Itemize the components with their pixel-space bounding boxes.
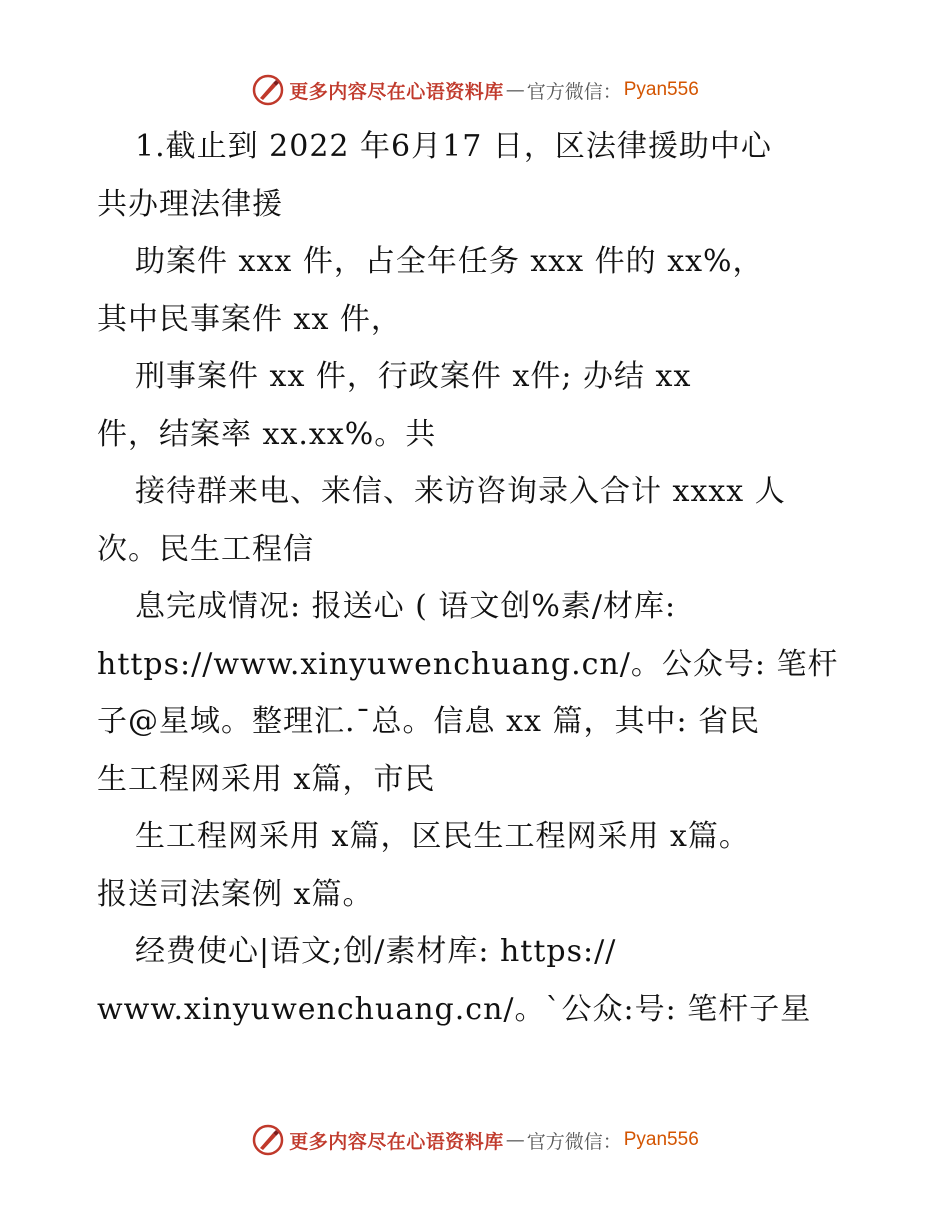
text-line: 刑事案件 xx 件，行政案件 x件; 办结 xx <box>135 359 692 394</box>
text-line: www.xinyuwenchuang.cn/。`公众:号: 笔杆子星 <box>97 991 812 1027</box>
text-line: 接待群来电、来信、来访咨询录入合计 xxxx 人 <box>135 474 786 509</box>
text-line: 生工程网采用 x篇，区民生工程网采用 x篇。 <box>135 819 750 854</box>
text-line: 件，结案率 xx.xx%。共 <box>97 416 437 452</box>
document-body <box>97 118 857 1038</box>
text-line: 息完成情况: 报送心 ( 语文创%素/材库: <box>135 589 677 624</box>
pen-logo-icon <box>251 73 285 107</box>
text-line: 经费使心|语文;创/素材库: https:// <box>135 934 617 969</box>
text-line: 次。民生工程信 <box>97 531 314 567</box>
banner-label: 官方微信： <box>526 80 622 103</box>
footer-banner <box>0 1120 950 1160</box>
banner-title: 更多内容尽在心语资料库 <box>289 80 504 103</box>
text-line: 1.截止到 2022 年6月17 日，区法律援助中心 <box>135 129 772 164</box>
header-banner <box>0 70 950 110</box>
text-line: 其中民事案件 xx 件， <box>97 301 402 337</box>
banner-separator: — <box>505 1129 525 1151</box>
banner-title: 更多内容尽在心语资料库 <box>289 1130 504 1153</box>
pen-logo-icon <box>251 1123 285 1157</box>
banner-label: 官方微信： <box>526 1130 622 1153</box>
text-line: https://www.xinyuwenchuang.cn/。公众号: 笔杆 <box>97 646 839 682</box>
text-line: 助案件 xxx 件，占全年任务 xxx 件的 xx%， <box>135 244 764 279</box>
text-line: 报送司法案例 x篇。 <box>97 876 374 912</box>
banner-separator: — <box>505 79 525 101</box>
banner-wechat-id: Pyan556 <box>623 1129 699 1150</box>
text-line: 共办理法律援 <box>97 186 283 222</box>
text-line: 生工程网采用 x篇，市民 <box>97 761 436 797</box>
banner-wechat-id: Pyan556 <box>623 79 699 100</box>
text-line: 子@星域。整理汇.¯总。信息 xx 篇，其中: 省民 <box>97 704 761 739</box>
